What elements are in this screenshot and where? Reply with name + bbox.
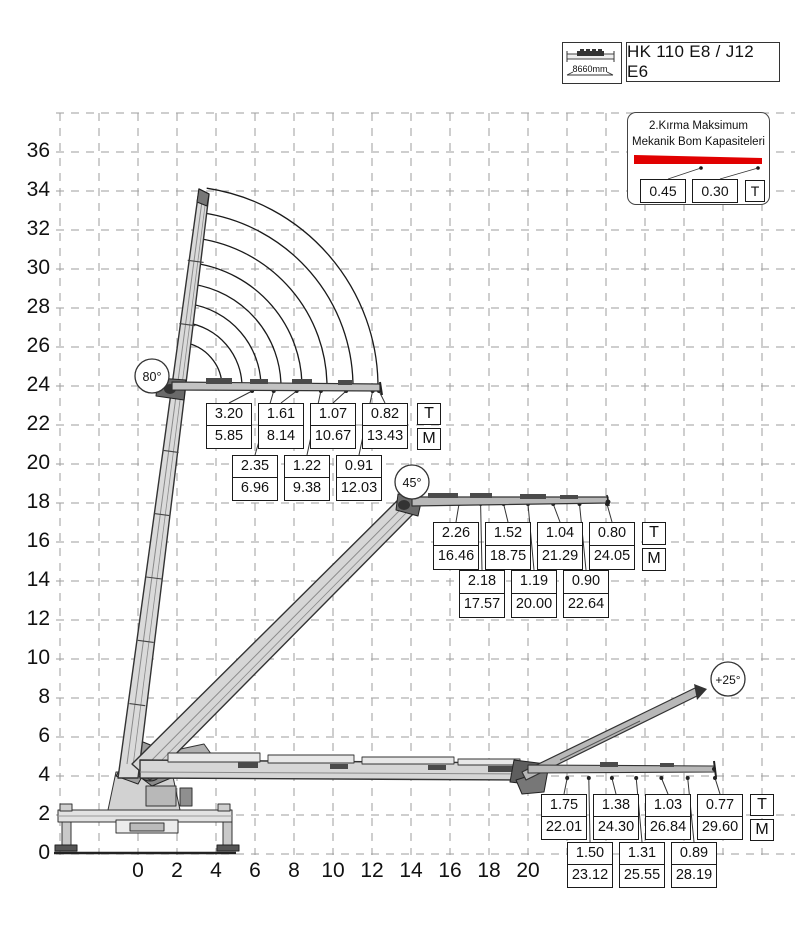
- reach-value: 21.29: [541, 548, 579, 564]
- unit-load-label: T: [417, 403, 441, 425]
- legend-value-2: 0.30: [692, 179, 738, 203]
- capacity-table-cell: [336, 455, 382, 501]
- x-axis-tick-label: 8: [288, 859, 300, 882]
- reach-value: 22.64: [567, 596, 605, 612]
- y-axis-tick-label: 24: [26, 373, 50, 396]
- capacity-table-cell: [206, 403, 252, 449]
- outrigger-leg-left: [62, 820, 71, 847]
- load-value: 0.80: [590, 523, 634, 546]
- capacity-table-cell: [284, 455, 330, 501]
- unit-reach-label: M: [642, 548, 666, 571]
- reach-value: 6.96: [240, 480, 270, 496]
- capacity-table-cell: [258, 403, 304, 449]
- y-axis-tick-label: 0: [38, 841, 50, 864]
- y-axis-tick-label: 26: [26, 334, 50, 357]
- load-value: 1.38: [594, 795, 638, 817]
- load-value: 2.35: [233, 456, 277, 478]
- unit-load-label: T: [642, 522, 666, 545]
- reach-value: 26.84: [649, 819, 687, 835]
- x-axis-tick-label: 20: [516, 859, 540, 882]
- reach-value: 13.43: [366, 428, 404, 444]
- capacity-table-cell: [593, 794, 639, 840]
- reach-value: 9.38: [292, 480, 322, 496]
- reach-value: 22.01: [545, 819, 583, 835]
- capacity-table-cell: [537, 522, 583, 570]
- boom-sweep-arcs: [184, 188, 378, 387]
- load-value: 1.52: [486, 523, 530, 546]
- capacity-table-cell: [563, 570, 609, 618]
- y-axis-tick-label: 10: [26, 646, 50, 669]
- y-axis-tick-label: 2: [38, 802, 50, 825]
- x-axis-tick-label: 16: [438, 859, 462, 882]
- x-axis-tick-label: 18: [477, 859, 501, 882]
- jib-horizontal: [528, 765, 714, 773]
- capacity-table-cell: [232, 455, 278, 501]
- y-axis-tick-label: 20: [26, 451, 50, 474]
- reach-value: 24.05: [593, 548, 631, 564]
- load-value: 1.04: [538, 523, 582, 546]
- capacity-table-cell: [310, 403, 356, 449]
- load-value: 1.50: [568, 843, 612, 865]
- reach-value: 28.19: [675, 867, 713, 883]
- load-value: 1.03: [646, 795, 690, 817]
- reach-value: 18.75: [489, 548, 527, 564]
- load-value: 0.89: [672, 843, 716, 865]
- capacity-table-cell: [567, 842, 613, 888]
- legend-box: [627, 112, 770, 205]
- capacity-table-cell: [619, 842, 665, 888]
- y-axis-tick-label: 4: [38, 763, 50, 786]
- load-value: 1.61: [259, 404, 303, 426]
- load-value: 2.26: [434, 523, 478, 546]
- outrigger-leg-right: [223, 820, 232, 847]
- reach-value: 23.12: [571, 867, 609, 883]
- y-axis-tick-label: 8: [38, 685, 50, 708]
- truck-top-view-icon: [563, 43, 618, 80]
- reach-value: 25.55: [623, 867, 661, 883]
- capacity-table-cell: [362, 403, 408, 449]
- y-axis-tick-label: 22: [26, 412, 50, 435]
- capacity-table-cell: [433, 522, 479, 570]
- capacity-table-cell: [541, 794, 587, 840]
- y-axis-tick-label: 34: [26, 178, 50, 201]
- main-boom-80: [118, 189, 209, 778]
- angle-label-80: 80°: [142, 370, 162, 384]
- load-value: 1.07: [311, 404, 355, 426]
- reach-value: 12.03: [340, 480, 378, 496]
- y-axis-tick-label: 12: [26, 607, 50, 630]
- unit-load-label: T: [750, 794, 774, 816]
- legend-title-line2: Mekanik Bom Kapasiteleri: [632, 136, 765, 148]
- unit-reach-label: M: [750, 819, 774, 841]
- x-axis-tick-label: 6: [249, 859, 261, 882]
- truck-dimension-label: 8660mm: [572, 64, 608, 74]
- load-value: 1.22: [285, 456, 329, 478]
- x-axis-tick-label: 2: [171, 859, 183, 882]
- legend-value-1: 0.45: [640, 179, 686, 203]
- unit-reach-label: M: [417, 428, 441, 450]
- reach-value: 17.57: [463, 596, 501, 612]
- load-value: 0.90: [564, 571, 608, 594]
- y-axis-tick-label: 16: [26, 529, 50, 552]
- legend-title-line1: 2.Kırma Maksimum: [648, 120, 749, 132]
- capacity-table-cell: [671, 842, 717, 888]
- x-axis-tick-label: 0: [132, 859, 144, 882]
- x-axis-tick-label: 12: [360, 859, 384, 882]
- load-value: 0.77: [698, 795, 742, 817]
- x-axis-tick-label: 4: [210, 859, 222, 882]
- load-value: 1.75: [542, 795, 586, 817]
- load-value: 0.91: [337, 456, 381, 478]
- legend-unit: T: [745, 180, 765, 202]
- reach-value: 29.60: [701, 819, 739, 835]
- model-title: HK 110 E8 / J12 E6: [626, 42, 780, 82]
- capacity-table-cell: [589, 522, 635, 570]
- y-axis-tick-label: 14: [26, 568, 50, 591]
- capacity-table-cell: [645, 794, 691, 840]
- reach-value: 8.14: [266, 428, 296, 444]
- y-axis-tick-label: 32: [26, 217, 50, 240]
- y-axis-tick-label: 36: [26, 139, 50, 162]
- y-axis-tick-label: 18: [26, 490, 50, 513]
- reach-value: 10.67: [314, 428, 352, 444]
- y-axis-tick-label: 30: [26, 256, 50, 279]
- reach-value: 16.46: [437, 548, 475, 564]
- load-value: 2.18: [460, 571, 504, 594]
- truck-dimension-box: [562, 42, 622, 84]
- capacity-table-cell: [511, 570, 557, 618]
- reach-value: 20.00: [515, 596, 553, 612]
- capacity-table-cell: [697, 794, 743, 840]
- reach-value: 5.85: [214, 428, 244, 444]
- x-axis-tick-label: 10: [321, 859, 345, 882]
- capacity-table-cell: [459, 570, 505, 618]
- outrigger-pad-left: [55, 845, 77, 851]
- load-value: 0.82: [363, 404, 407, 426]
- reach-value: 24.30: [597, 819, 635, 835]
- crane-drawing: [54, 189, 745, 853]
- y-axis-tick-label: 28: [26, 295, 50, 318]
- x-axis-tick-label: 14: [399, 859, 423, 882]
- load-value: 1.19: [512, 571, 556, 594]
- mechanical-boom-bar: [634, 155, 762, 164]
- load-value: 1.31: [620, 843, 664, 865]
- angle-label-25: +25°: [715, 673, 741, 687]
- y-axis-tick-label: 6: [38, 724, 50, 747]
- capacity-table-cell: [485, 522, 531, 570]
- angle-label-45: 45°: [402, 476, 422, 490]
- load-value: 3.20: [207, 404, 251, 426]
- outrigger-pad-right: [217, 845, 239, 851]
